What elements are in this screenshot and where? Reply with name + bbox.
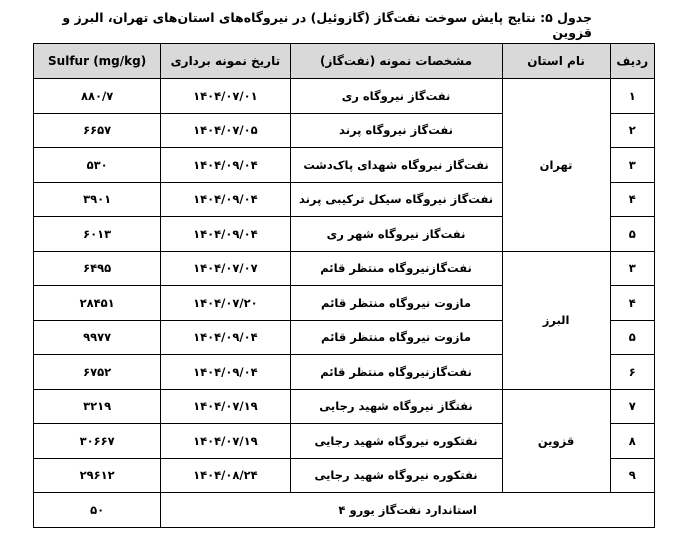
sulfur-cell: ۶۷۵۲ [34, 355, 161, 390]
province-cell: البرز [502, 251, 610, 389]
date-cell: ۱۴۰۴/۰۸/۲۴ [161, 458, 290, 493]
sulfur-cell: ۸۸۰/۷ [34, 79, 161, 114]
sulfur-cell: ۳۲۱۹ [34, 389, 161, 424]
standard-value: ۵۰ [34, 493, 161, 528]
row-number: ۵ [610, 217, 654, 252]
sulfur-cell: ۲۹۶۱۲ [34, 458, 161, 493]
sulfur-results-table [33, 43, 655, 528]
spec-cell: نفت‌گاز نیروگاه شهدای پاک‌دشت [290, 148, 502, 183]
sulfur-cell: ۹۹۷۷ [34, 320, 161, 355]
date-cell: ۱۴۰۴/۰۷/۰۵ [161, 113, 290, 148]
spec-cell: نفت‌گاز نیروگاه سیکل ترکیبی پرند [290, 182, 502, 217]
row-number: ۴ [610, 182, 654, 217]
sulfur-cell: ۶۴۹۵ [34, 251, 161, 286]
header-row-number: ردیف [610, 44, 654, 79]
spec-cell: نفت‌گاز نیروگاه ری [290, 79, 502, 114]
table-row [34, 251, 655, 286]
date-cell: ۱۴۰۴/۰۷/۱۹ [161, 389, 290, 424]
spec-cell: نفت‌گازنیروگاه منتظر قائم [290, 355, 502, 390]
header-sulfur: Sulfur (mg/kg) [34, 44, 161, 79]
spec-cell: نفت‌گازنیروگاه منتظر قائم [290, 251, 502, 286]
spec-cell: مازوت نیروگاه منتظر قائم [290, 320, 502, 355]
row-number: ۵ [610, 320, 654, 355]
spec-cell: مازوت نیروگاه منتظر قائم [290, 286, 502, 321]
table-caption: جدول ۵: نتایج پایش سوخت نفت‌گاز (گازوئیل) در نیروگاه‌های استان‌های تهران، البرز و قزوین [62, 10, 592, 40]
date-cell: ۱۴۰۴/۰۹/۰۴ [161, 320, 290, 355]
sulfur-cell: ۳۹۰۱ [34, 182, 161, 217]
header-date: تاریخ نمونه برداری [161, 44, 290, 79]
date-cell: ۱۴۰۴/۰۹/۰۴ [161, 217, 290, 252]
date-cell: ۱۴۰۴/۰۷/۲۰ [161, 286, 290, 321]
sulfur-cell: ۵۳۰ [34, 148, 161, 183]
standard-label: استاندارد نفت‌گاز یورو ۴ [161, 493, 655, 528]
sulfur-cell: ۶۶۵۷ [34, 113, 161, 148]
spec-cell: نفتکوره نیروگاه شهید رجایی [290, 458, 502, 493]
date-cell: ۱۴۰۴/۰۹/۰۴ [161, 148, 290, 183]
spec-cell: نفتکوره نیروگاه شهید رجایی [290, 424, 502, 459]
date-cell: ۱۴۰۴/۰۹/۰۴ [161, 182, 290, 217]
date-cell: ۱۴۰۴/۰۹/۰۴ [161, 355, 290, 390]
standard-row [34, 493, 655, 528]
spec-cell: نفت‌گاز نیروگاه شهر ری [290, 217, 502, 252]
row-number: ۴ [610, 286, 654, 321]
date-cell: ۱۴۰۴/۰۷/۱۹ [161, 424, 290, 459]
sulfur-cell: ۳۰۶۶۷ [34, 424, 161, 459]
row-number: ۸ [610, 424, 654, 459]
table-row [34, 79, 655, 114]
row-number: ۷ [610, 389, 654, 424]
sulfur-cell: ۲۸۴۵۱ [34, 286, 161, 321]
row-number: ۳ [610, 148, 654, 183]
spec-cell: نفت‌گاز نیروگاه پرند [290, 113, 502, 148]
row-number: ۶ [610, 355, 654, 390]
table-row [34, 389, 655, 424]
province-cell: تهران [502, 79, 610, 252]
row-number: ۳ [610, 251, 654, 286]
header-row [34, 44, 655, 79]
date-cell: ۱۴۰۴/۰۷/۰۷ [161, 251, 290, 286]
sulfur-cell: ۶۰۱۳ [34, 217, 161, 252]
header-province: نام استان [502, 44, 610, 79]
header-spec: مشخصات نمونه (نفت‌گاز) [290, 44, 502, 79]
date-cell: ۱۴۰۴/۰۷/۰۱ [161, 79, 290, 114]
row-number: ۹ [610, 458, 654, 493]
province-cell: قزوین [502, 389, 610, 493]
spec-cell: نفتگاز نیروگاه شهید رجایی [290, 389, 502, 424]
row-number: ۲ [610, 113, 654, 148]
row-number: ۱ [610, 79, 654, 114]
